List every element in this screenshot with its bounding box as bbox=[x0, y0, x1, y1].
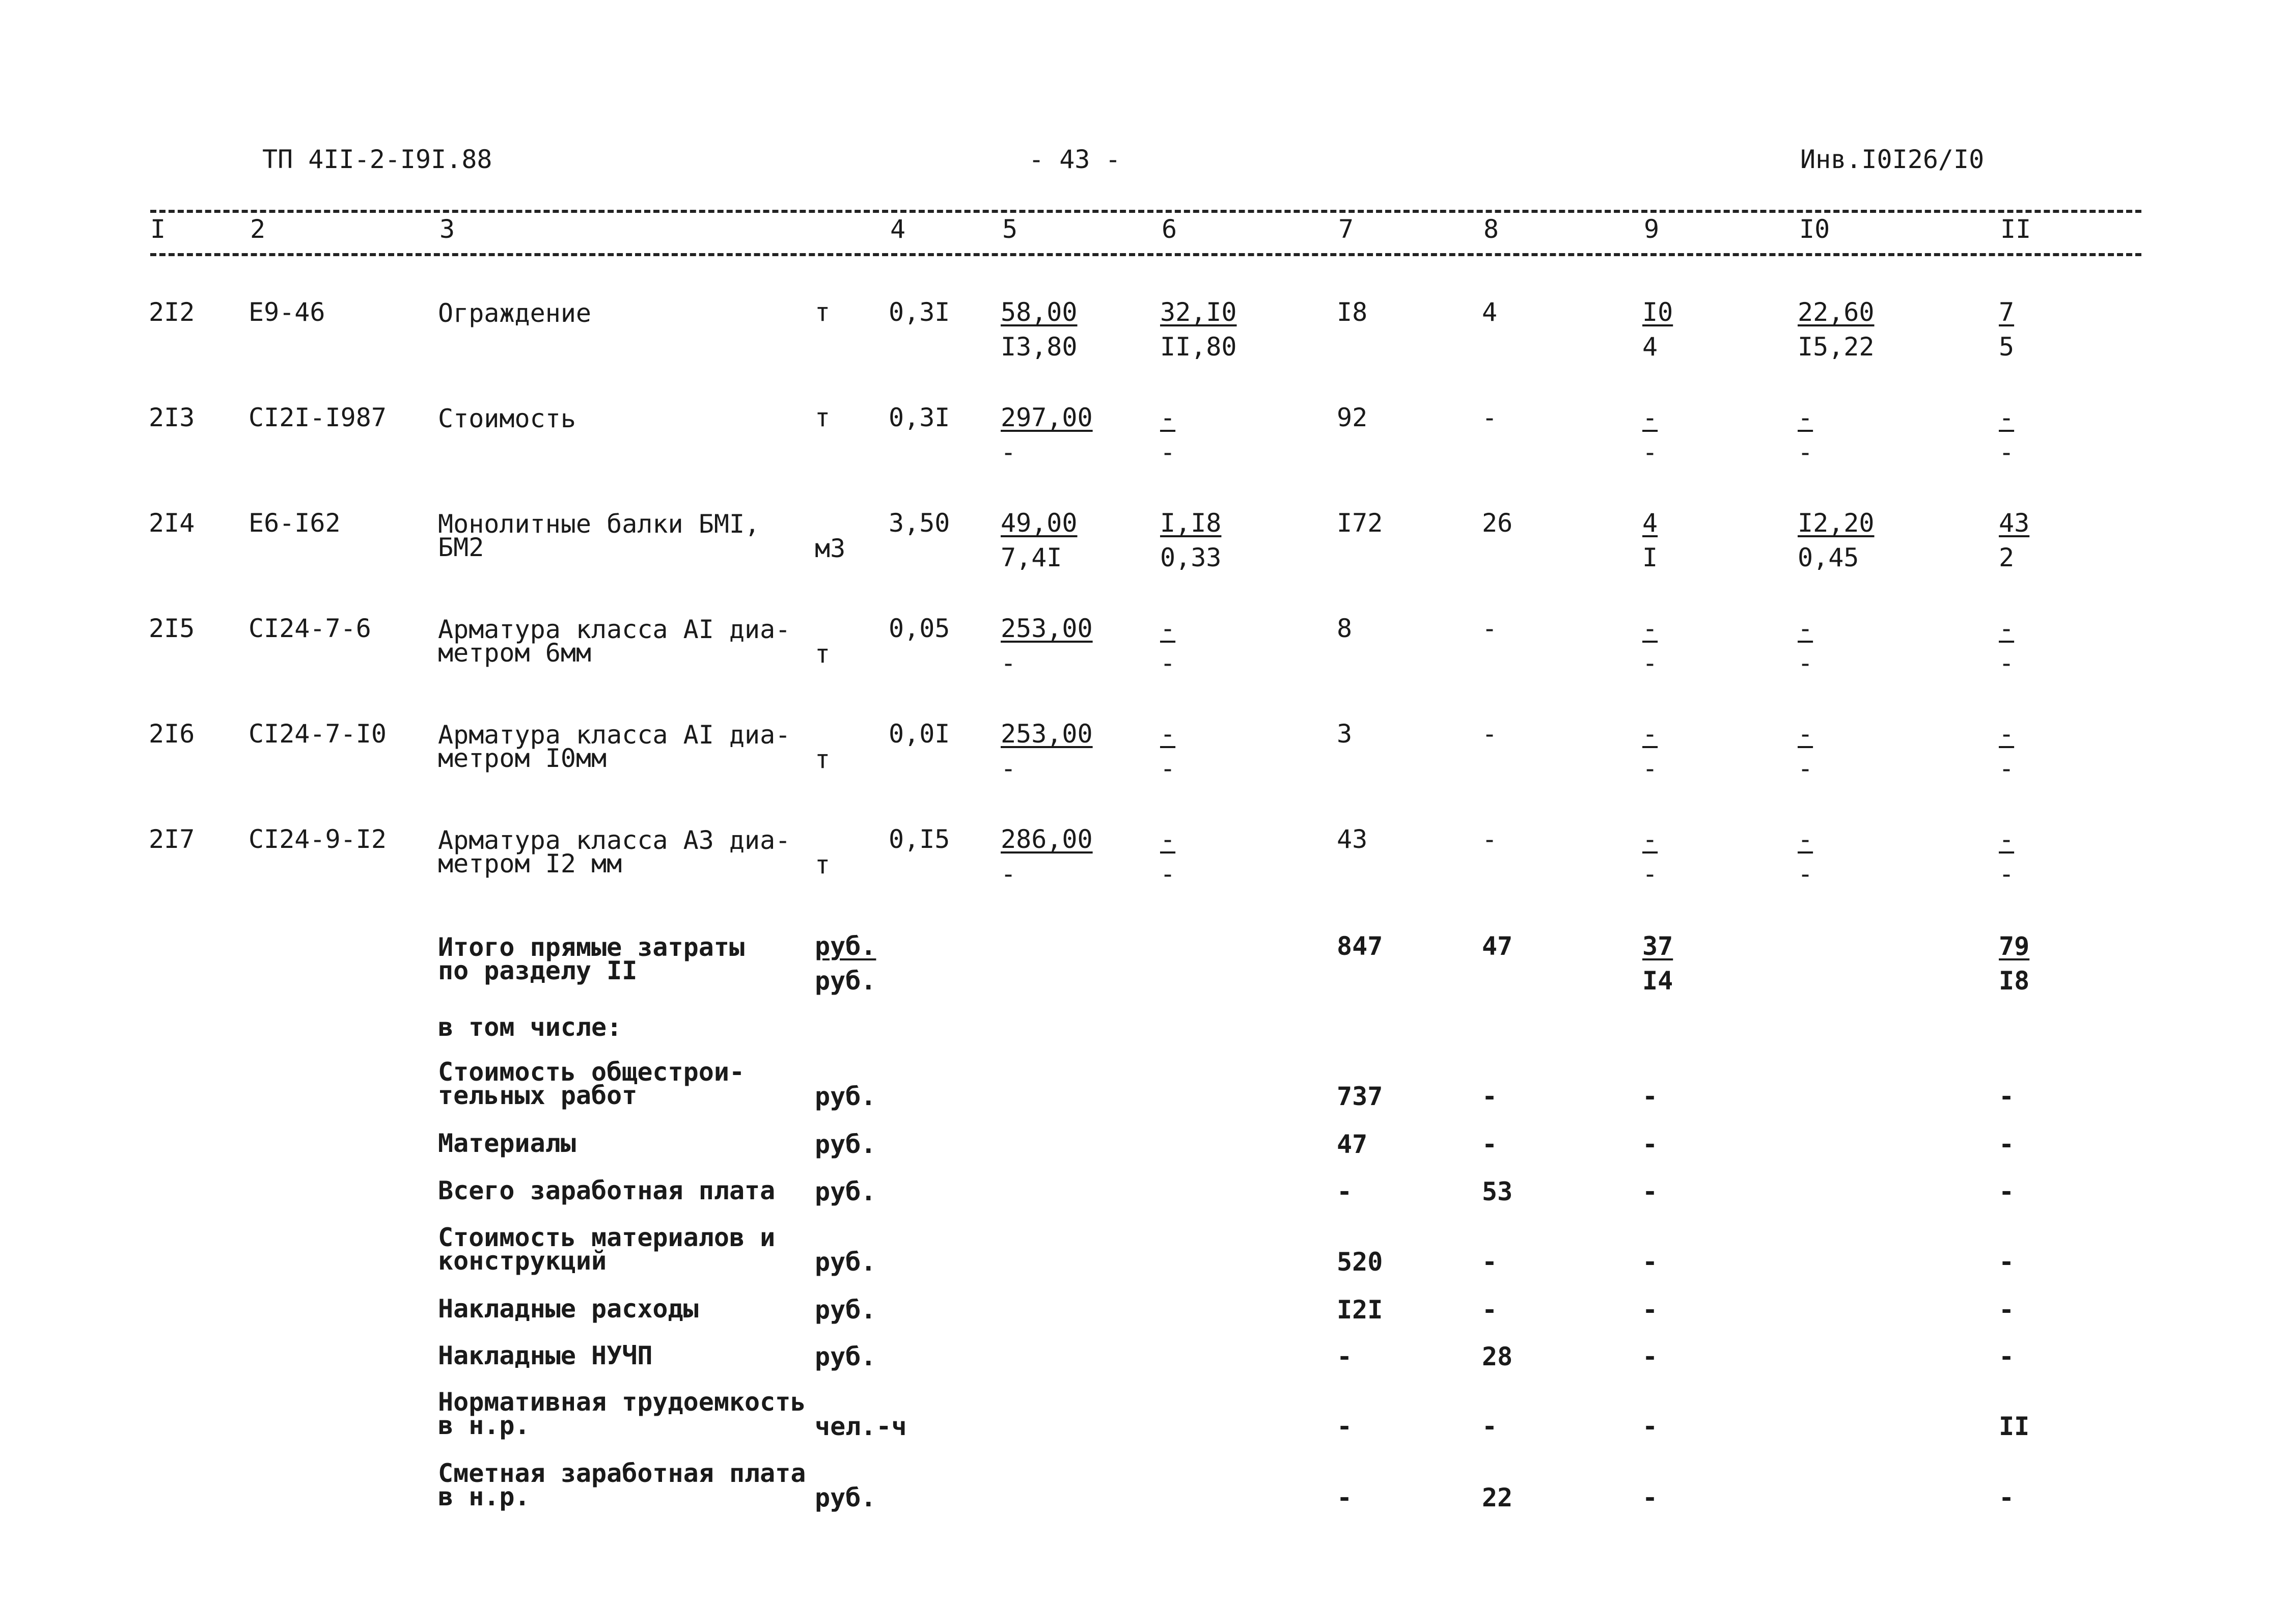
row-col10-denominator: - bbox=[1798, 754, 1813, 783]
column-header-4: 4 bbox=[890, 214, 906, 244]
row-col9-denominator: - bbox=[1642, 437, 1658, 467]
row-col11-numerator: - bbox=[1999, 403, 2015, 432]
row-col11-numerator: - bbox=[1999, 824, 2015, 854]
column-header-7: 7 bbox=[1338, 214, 1354, 244]
breakdown-col9: - bbox=[1642, 1483, 1658, 1512]
row-quantity: 0,3I bbox=[889, 403, 950, 432]
row-col6-numerator: I,I8 bbox=[1160, 508, 1222, 538]
totals-title: Итого прямые затраты по разделу II bbox=[438, 932, 745, 985]
breakdown-unit: руб. bbox=[815, 1082, 876, 1111]
breakdown-col9: - bbox=[1642, 1082, 1658, 1111]
row-col5-numerator: 58,00 bbox=[1001, 297, 1078, 327]
row-col10-numerator: I2,20 bbox=[1798, 508, 1875, 538]
column-header-3: 3 bbox=[439, 214, 455, 244]
breakdown-unit: руб. bbox=[815, 1342, 876, 1371]
row-col6-numerator: - bbox=[1160, 824, 1176, 854]
page-number: - 43 - bbox=[1029, 145, 1121, 174]
row-col8: - bbox=[1482, 824, 1498, 854]
row-col9-numerator: 4 bbox=[1642, 508, 1658, 538]
row-col9-denominator: 4 bbox=[1642, 332, 1658, 362]
row-quantity: 3,50 bbox=[889, 508, 950, 538]
breakdown-col11: - bbox=[1999, 1130, 2015, 1159]
row-unit: т bbox=[815, 403, 831, 432]
totals-col11-denominator: I8 bbox=[1999, 966, 2030, 996]
row-col10-denominator: 0,45 bbox=[1798, 543, 1859, 572]
row-col7: 92 bbox=[1337, 403, 1368, 432]
row-description: Ограждение bbox=[438, 298, 592, 328]
row-col7: 8 bbox=[1337, 614, 1353, 643]
breakdown-col11: - bbox=[1999, 1483, 2015, 1512]
breakdown-unit: руб. bbox=[815, 1247, 876, 1277]
breakdown-col8: - bbox=[1482, 1412, 1498, 1441]
breakdown-col9: - bbox=[1642, 1177, 1658, 1206]
breakdown-col8: - bbox=[1482, 1130, 1498, 1159]
breakdown-col11: - bbox=[1999, 1177, 2015, 1206]
row-col9-denominator: - bbox=[1642, 754, 1658, 783]
row-col7: 3 bbox=[1337, 719, 1353, 749]
row-col8: - bbox=[1482, 614, 1498, 643]
row-col6-denominator: - bbox=[1160, 754, 1176, 783]
row-description: Арматура класса A3 диа- метром I2 мм bbox=[438, 825, 791, 878]
breakdown-col7: 47 bbox=[1337, 1130, 1368, 1159]
breakdown-col9: - bbox=[1642, 1295, 1658, 1325]
row-col8: 4 bbox=[1482, 297, 1498, 327]
row-col8: - bbox=[1482, 719, 1498, 749]
breakdown-col9: - bbox=[1642, 1412, 1658, 1441]
column-header-1: I bbox=[150, 214, 166, 244]
row-col10-denominator: I5,22 bbox=[1798, 332, 1875, 362]
row-code: CI24-7-6 bbox=[249, 614, 371, 643]
totals-unit-bottom: руб. bbox=[815, 966, 876, 996]
breakdown-col8: - bbox=[1482, 1082, 1498, 1111]
row-col10-numerator: 22,60 bbox=[1798, 297, 1875, 327]
row-col5-denominator: - bbox=[1001, 648, 1016, 678]
row-col7: 43 bbox=[1337, 824, 1368, 854]
row-col11-numerator: - bbox=[1999, 719, 2015, 749]
row-code: E9-46 bbox=[249, 297, 325, 327]
row-col5-numerator: 286,00 bbox=[1001, 824, 1093, 854]
row-col8: 26 bbox=[1482, 508, 1513, 538]
row-col5-numerator: 49,00 bbox=[1001, 508, 1078, 538]
breakdown-unit: руб. bbox=[815, 1483, 876, 1512]
row-number: 2I4 bbox=[149, 508, 195, 538]
row-unit: т bbox=[815, 639, 831, 669]
row-quantity: 0,3I bbox=[889, 297, 950, 327]
totals-col9-denominator: I4 bbox=[1642, 966, 1673, 996]
table-top-rule bbox=[150, 210, 2141, 213]
row-col5-denominator: - bbox=[1001, 754, 1016, 783]
totals-col9-numerator: 37 bbox=[1642, 931, 1673, 961]
row-col9-denominator: I bbox=[1642, 543, 1658, 572]
row-unit: т bbox=[815, 297, 831, 327]
document-code: ТП 4II-2-I9I.88 bbox=[262, 145, 492, 174]
row-col9-numerator: - bbox=[1642, 403, 1658, 432]
breakdown-col7: - bbox=[1337, 1342, 1353, 1371]
column-header-6: 6 bbox=[1162, 214, 1177, 244]
row-col5-denominator: - bbox=[1001, 859, 1016, 889]
row-col10-numerator: - bbox=[1798, 403, 1813, 432]
breakdown-description: Накладные расходы bbox=[438, 1294, 699, 1324]
breakdown-description: Стоимость материалов и конструкций bbox=[438, 1223, 776, 1276]
row-col9-denominator: - bbox=[1642, 648, 1658, 678]
breakdown-unit: руб. bbox=[815, 1295, 876, 1325]
breakdown-unit: руб. bbox=[815, 1177, 876, 1206]
breakdown-col11: - bbox=[1999, 1082, 2015, 1111]
breakdown-col9: - bbox=[1642, 1130, 1658, 1159]
row-col11-numerator: 43 bbox=[1999, 508, 2030, 538]
breakdown-description: Стоимость общестрои- тельных работ bbox=[438, 1057, 745, 1110]
totals-unit-top: руб. bbox=[815, 931, 876, 961]
row-col9-numerator: I0 bbox=[1642, 297, 1673, 327]
row-description: Арматура класса AI диа- метром 6мм bbox=[438, 615, 791, 668]
row-col5-denominator: - bbox=[1001, 437, 1016, 467]
row-col10-denominator: - bbox=[1798, 648, 1813, 678]
row-col6-denominator: - bbox=[1160, 648, 1176, 678]
row-col6-numerator: 32,I0 bbox=[1160, 297, 1237, 327]
breakdown-unit: руб. bbox=[815, 1130, 876, 1159]
totals-col11-numerator: 79 bbox=[1999, 931, 2030, 961]
row-description: Монолитные балки БМI, БМ2 bbox=[438, 509, 760, 562]
row-description: Арматура класса AI диа- метром I0мм bbox=[438, 720, 791, 773]
breakdown-col8: 22 bbox=[1482, 1483, 1513, 1512]
row-col6-denominator: - bbox=[1160, 859, 1176, 889]
breakdown-col8: 53 bbox=[1482, 1177, 1513, 1206]
breakdown-col11: - bbox=[1999, 1247, 2015, 1277]
row-col11-denominator: - bbox=[1999, 754, 2015, 783]
column-header-9: 9 bbox=[1644, 214, 1660, 244]
row-col10-denominator: - bbox=[1798, 437, 1813, 467]
row-col9-numerator: - bbox=[1642, 614, 1658, 643]
breakdown-col7: - bbox=[1337, 1412, 1353, 1441]
column-header-2: 2 bbox=[250, 214, 266, 244]
row-col9-numerator: - bbox=[1642, 719, 1658, 749]
row-number: 2I2 bbox=[149, 297, 195, 327]
breakdown-col7: 737 bbox=[1337, 1082, 1383, 1111]
row-col10-numerator: - bbox=[1798, 614, 1813, 643]
breakdown-col8: 28 bbox=[1482, 1342, 1513, 1371]
breakdown-description: Нормативная трудоемкость в н.р. bbox=[438, 1387, 806, 1440]
row-col6-numerator: - bbox=[1160, 403, 1176, 432]
column-header-5: 5 bbox=[1002, 214, 1018, 244]
row-col11-denominator: - bbox=[1999, 648, 2015, 678]
row-col11-denominator: 5 bbox=[1999, 332, 2015, 362]
row-code: CI2I-I987 bbox=[249, 403, 387, 432]
breakdown-col11: - bbox=[1999, 1295, 2015, 1325]
row-col11-numerator: - bbox=[1999, 614, 2015, 643]
row-col6-numerator: - bbox=[1160, 719, 1176, 749]
breakdown-col11: II bbox=[1999, 1412, 2030, 1441]
column-header-10: I0 bbox=[1799, 214, 1830, 244]
row-col5-denominator: I3,80 bbox=[1001, 332, 1078, 362]
row-col11-denominator: - bbox=[1999, 859, 2015, 889]
row-col5-numerator: 297,00 bbox=[1001, 403, 1093, 432]
breakdown-col9: - bbox=[1642, 1342, 1658, 1371]
row-description: Стоимость bbox=[438, 404, 576, 433]
column-header-11: II bbox=[2000, 214, 2031, 244]
row-code: E6-I62 bbox=[249, 508, 341, 538]
row-col5-numerator: 253,00 bbox=[1001, 719, 1093, 749]
row-quantity: 0,0I bbox=[889, 719, 950, 749]
table-header-rule bbox=[150, 253, 2141, 256]
row-col7: I72 bbox=[1337, 508, 1383, 538]
row-number: 2I6 bbox=[149, 719, 195, 749]
including-label: в том числе: bbox=[438, 1012, 622, 1042]
row-unit: м3 bbox=[815, 534, 846, 563]
row-unit: т bbox=[815, 745, 831, 774]
breakdown-col7: 520 bbox=[1337, 1247, 1383, 1277]
breakdown-col8: - bbox=[1482, 1247, 1498, 1277]
breakdown-description: Сметная заработная плата в н.р. bbox=[438, 1458, 806, 1511]
row-quantity: 0,I5 bbox=[889, 824, 950, 854]
row-code: CI24-7-I0 bbox=[249, 719, 387, 749]
row-col11-denominator: - bbox=[1999, 437, 2015, 467]
row-col10-numerator: - bbox=[1798, 824, 1813, 854]
row-col8: - bbox=[1482, 403, 1498, 432]
row-col7: I8 bbox=[1337, 297, 1368, 327]
breakdown-description: Материалы bbox=[438, 1128, 576, 1158]
row-col9-numerator: - bbox=[1642, 824, 1658, 854]
breakdown-description: Накладные НУЧП bbox=[438, 1341, 653, 1370]
breakdown-unit: чел.-ч bbox=[815, 1412, 907, 1441]
row-col5-numerator: 253,00 bbox=[1001, 614, 1093, 643]
row-col11-denominator: 2 bbox=[1999, 543, 2015, 572]
row-col6-numerator: - bbox=[1160, 614, 1176, 643]
breakdown-description: Всего заработная плата bbox=[438, 1176, 776, 1205]
row-number: 2I3 bbox=[149, 403, 195, 432]
row-number: 2I7 bbox=[149, 824, 195, 854]
row-number: 2I5 bbox=[149, 614, 195, 643]
column-header-8: 8 bbox=[1483, 214, 1499, 244]
totals-col7: 847 bbox=[1337, 931, 1383, 961]
row-col10-numerator: - bbox=[1798, 719, 1813, 749]
row-col9-denominator: - bbox=[1642, 859, 1658, 889]
row-col6-denominator: II,80 bbox=[1160, 332, 1237, 362]
row-col11-numerator: 7 bbox=[1999, 297, 2015, 327]
row-col10-denominator: - bbox=[1798, 859, 1813, 889]
totals-col8: 47 bbox=[1482, 931, 1513, 961]
row-col5-denominator: 7,4I bbox=[1001, 543, 1062, 572]
row-col6-denominator: 0,33 bbox=[1160, 543, 1222, 572]
row-unit: т bbox=[815, 850, 831, 879]
breakdown-col7: - bbox=[1337, 1177, 1353, 1206]
breakdown-col9: - bbox=[1642, 1247, 1658, 1277]
breakdown-col11: - bbox=[1999, 1342, 2015, 1371]
row-col6-denominator: - bbox=[1160, 437, 1176, 467]
inventory-number: Инв.I0I26/I0 bbox=[1800, 145, 1985, 174]
row-code: CI24-9-I2 bbox=[249, 824, 387, 854]
breakdown-col8: - bbox=[1482, 1295, 1498, 1325]
breakdown-col7: I2I bbox=[1337, 1295, 1383, 1325]
breakdown-col7: - bbox=[1337, 1483, 1353, 1512]
row-quantity: 0,05 bbox=[889, 614, 950, 643]
